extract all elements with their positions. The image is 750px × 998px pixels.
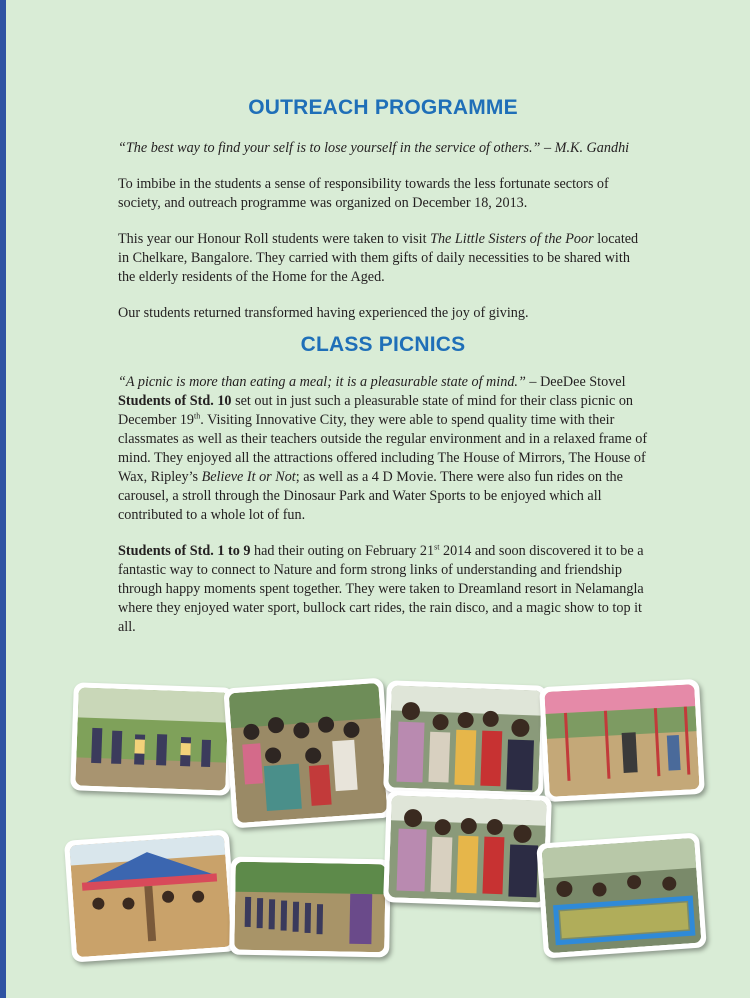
outreach-paragraph-1: To imbibe in the students a sense of responsibility towards the less fortunate sectors of society, and outreach programme was organized on December 18, 2013. bbox=[118, 176, 609, 211]
outreach-quote: “The best way to find your self is to lose yourself in the service of others.” – M.K. Gandhi bbox=[118, 140, 630, 156]
organization-name: The Little Sisters of the Poor bbox=[430, 231, 594, 247]
photo-children-smiling bbox=[383, 680, 547, 798]
std10-label: Students of Std. 10 bbox=[118, 393, 232, 409]
photo-children-garden bbox=[70, 682, 234, 796]
left-accent-bar bbox=[0, 0, 6, 998]
outreach-title: OUTREACH PROGRAMME bbox=[248, 96, 518, 119]
std1-9-label: Students of Std. 1 to 9 bbox=[118, 543, 251, 559]
photo-carousel bbox=[64, 829, 237, 962]
picnics-paragraph-2: Students of Std. 1 to 9 had their outing on February 21st 2014 and soon discovered it to be a fantastic way to connect to Nature and form strong links of understanding and friendship through happy moments spent together. They were taken to Dreamland resort in Nelamangla where they enjoyed water sport, bullock cart rides, the rain disco, and a magic show to top it all. bbox=[118, 542, 644, 635]
outreach-paragraph-2: This year our Honour Roll students were taken to visit The Little Sisters of the Poor located in Chelkare, Bangalore. They carried with them gifts of daily necessities to be shared with the elderly residents of the Home for the Aged. bbox=[118, 231, 639, 285]
photo-group-teacher bbox=[223, 678, 392, 829]
picnics-paragraph-1: Students of Std. 10 set out in just such a pleasurable state of mind for their class picnic on December 19th. Visiting Innovative City, they were able to spend quality time with their classmates as well as their teachers outside the regular environment and in a relaxed frame of mind. They enjoyed all the attractions offered including The House of Mirrors, The House of Wax, Ripley’s Believe It or Not; as well as a 4 D Movie. There were also fun rides on the carousel, a stroll through the Dinosaur Park and Water Sports to be enjoyed which all contributed to a whole lot of fun. bbox=[118, 393, 648, 523]
picnics-title: CLASS PICNICS bbox=[300, 333, 466, 356]
photo-playground-rides bbox=[539, 679, 705, 802]
picnics-quote: “A picnic is more than eating a meal; it is a pleasurable state of mind.” – DeeDee Stovel bbox=[118, 374, 626, 390]
photo-bumper-ride bbox=[536, 832, 707, 958]
photo-children-line bbox=[229, 857, 391, 958]
outreach-paragraph-3: Our students returned transformed having experienced the joy of giving. bbox=[118, 305, 529, 321]
article-content bbox=[118, 96, 648, 637]
photo-children-group bbox=[383, 790, 552, 908]
